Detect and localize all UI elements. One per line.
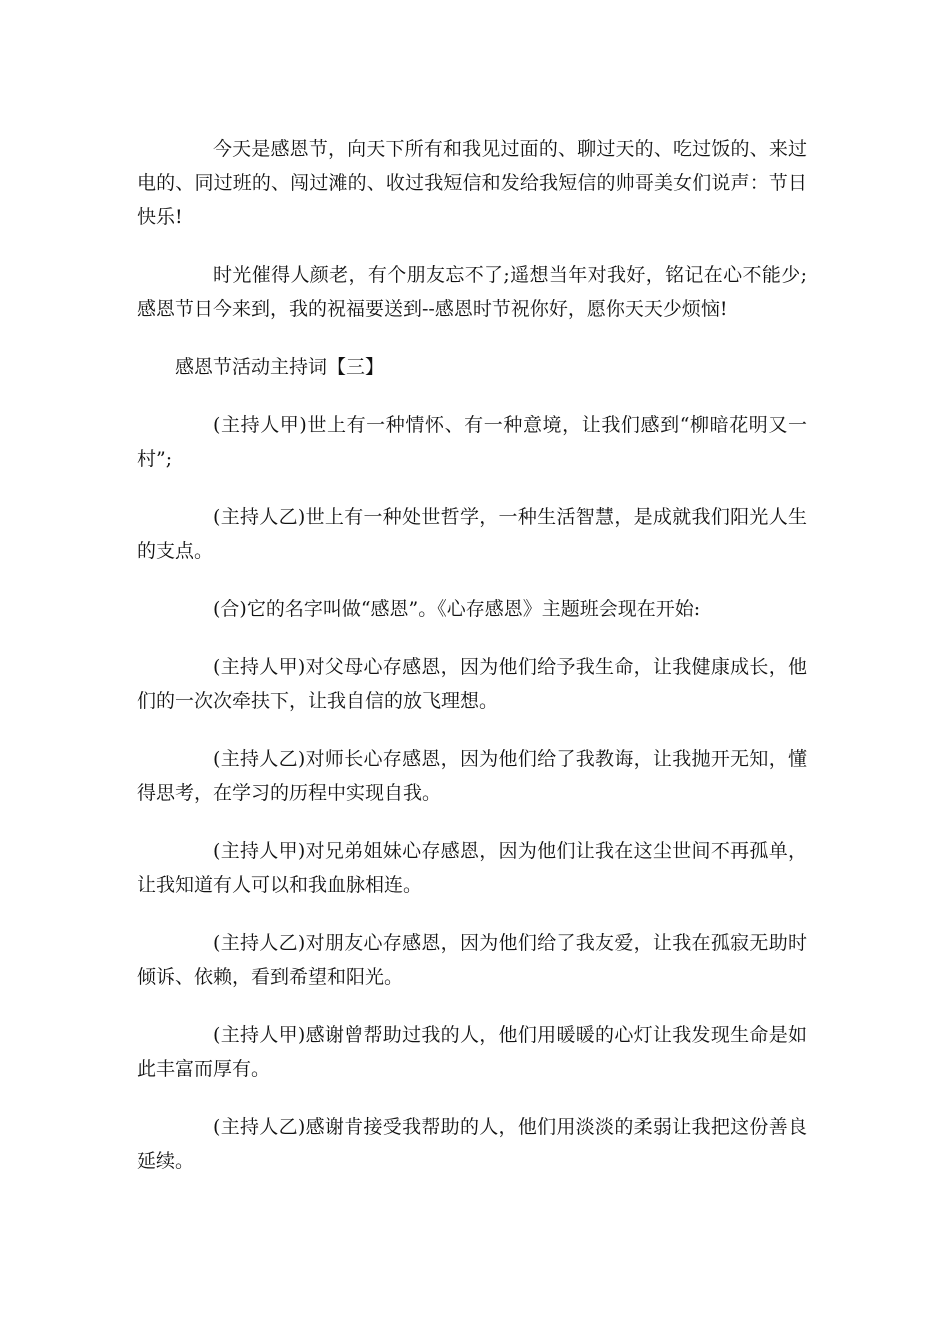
script-line: (主持人乙)世上有一种处世哲学，一种生活智慧，是成就我们阳光人生的支点。 — [137, 506, 807, 562]
script-line: (主持人甲)感谢曾帮助过我的人，他们用暖暖的心灯让我发现生命是如此丰富而厚有。 — [137, 1024, 807, 1080]
section-heading: 感恩节活动主持词【三】 — [175, 356, 385, 378]
script-line: (主持人甲)对兄弟姐妹心存感恩，因为他们让我在这尘世间不再孤单，让我知道有人可以和我血脉相连。 — [137, 840, 807, 896]
document-page — [137, 132, 807, 1202]
script-line: (主持人乙)感谢肯接受我帮助的人，他们用淡淡的柔弱让我把这份善良延续。 — [137, 1116, 807, 1172]
script-line: (主持人甲)世上有一种情怀、有一种意境，让我们感到“柳暗花明又一村”; — [137, 414, 807, 470]
paragraph-greeting: 今天是感恩节，向天下所有和我见过面的、聊过天的、吃过饭的、来过电的、同过班的、闯过滩的、收过我短信和发给我短信的帅哥美女们说声：节日快乐! — [137, 138, 807, 228]
script-line: (主持人乙)对师长心存感恩，因为他们给了我教诲，让我抛开无知，懂得思考，在学习的历程中实现自我。 — [137, 748, 807, 804]
script-line: (合)它的名字叫做“感恩”。《心存感恩》主题班会现在开始: — [213, 598, 701, 620]
script-line: (主持人甲)对父母心存感恩，因为他们给予我生命，让我健康成长，他们的一次次牵扶下，让我自信的放飞理想。 — [137, 656, 807, 712]
paragraph-poem: 时光催得人颜老，有个朋友忘不了;遥想当年对我好，铭记在心不能少;感恩节日今来到，我的祝福要送到--感恩时节祝你好，愿你天天少烦恼! — [137, 264, 807, 320]
script-line: (主持人乙)对朋友心存感恩，因为他们给了我友爱，让我在孤寂无助时倾诉、依赖，看到希望和阳光。 — [137, 932, 807, 988]
